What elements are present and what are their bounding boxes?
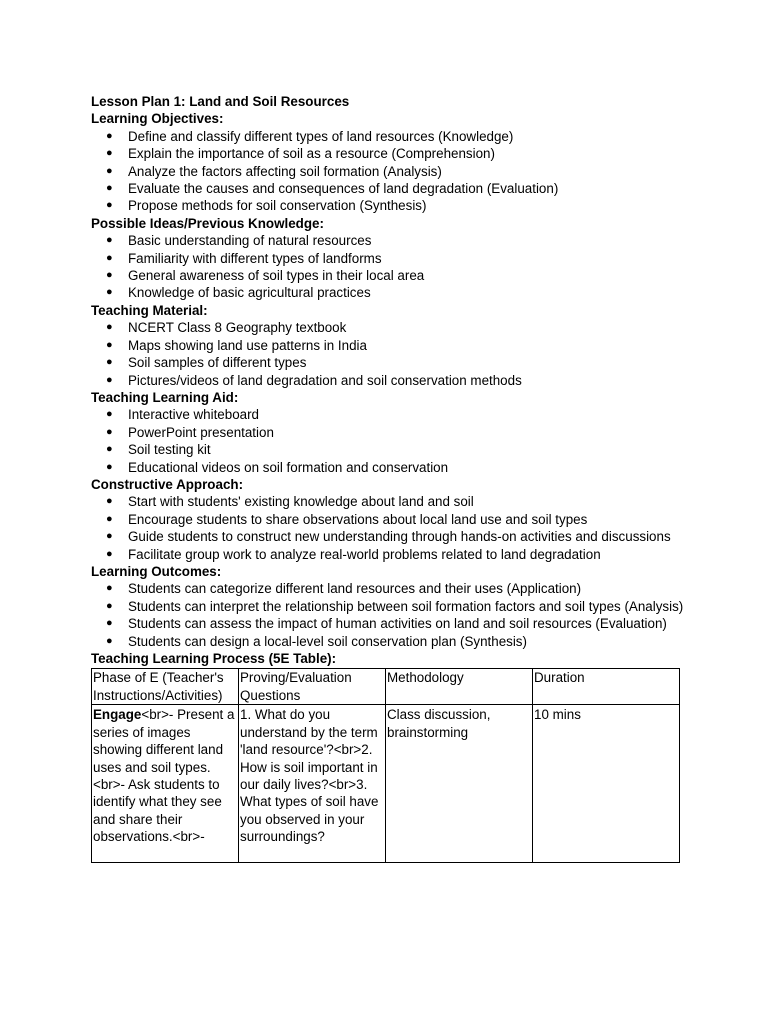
- list-item: ● Guide students to construct new understanding through hands-on activities and discussions: [106, 529, 671, 545]
- document-title: Lesson Plan 1: Land and Soil Resources: [91, 94, 350, 109]
- list-item: ● Basic understanding of natural resources: [106, 233, 372, 249]
- process-heading: Teaching Learning Process (5E Table):: [91, 651, 337, 666]
- list-item: ● NCERT Class 8 Geography textbook: [106, 320, 347, 336]
- ideas-heading: Possible Ideas/Previous Knowledge:: [91, 215, 324, 231]
- bullet-icon: ●: [106, 199, 113, 212]
- bullet-icon: ●: [106, 164, 113, 177]
- bullet-icon: ●: [106, 286, 113, 299]
- column-header: Methodology: [386, 669, 533, 705]
- list-item: ● Define and classify different types of land resources (Knowledge): [106, 128, 514, 144]
- bullet-icon: ●: [106, 530, 113, 543]
- phase-cell: [92, 705, 239, 863]
- approach-list: [91, 493, 691, 563]
- bullet-icon: ●: [106, 547, 113, 560]
- bullet-icon: ●: [106, 321, 113, 334]
- process-table: [91, 668, 680, 863]
- outcomes-heading: Learning Outcomes:: [91, 563, 222, 579]
- list-item: ● Soil testing kit: [106, 442, 211, 458]
- list-item: ● Evaluate the causes and consequences of land degradation (Evaluation): [106, 181, 559, 197]
- methodology-cell: Class discussion, brainstorming: [386, 705, 533, 863]
- bullet-icon: ●: [106, 617, 113, 630]
- list-item: ● Familiarity with different types of landforms: [106, 250, 382, 266]
- objectives-list: [91, 128, 691, 215]
- bullet-icon: ●: [106, 582, 113, 595]
- bullet-icon: ●: [106, 408, 113, 421]
- bullet-icon: ●: [106, 599, 113, 612]
- list-item: ● Students can categorize different land resources and their uses (Application): [106, 581, 582, 597]
- list-item: ● Students can interpret the relationship between soil formation factors and soil types (Analysis): [106, 598, 684, 614]
- bullet-icon: ●: [106, 460, 113, 473]
- column-header: Duration: [533, 669, 680, 705]
- lesson-plan-document: [91, 93, 691, 863]
- bullet-icon: ●: [106, 338, 113, 351]
- bullet-icon: ●: [106, 182, 113, 195]
- bullet-icon: ●: [106, 269, 113, 282]
- list-item: ● Students can design a local-level soil conservation plan (Synthesis): [106, 633, 527, 649]
- list-item: ● PowerPoint presentation: [106, 424, 274, 440]
- list-item: ● General awareness of soil types in their local area: [106, 268, 425, 284]
- material-heading: Teaching Material:: [91, 302, 208, 318]
- objectives-heading: Learning Objectives:: [91, 111, 224, 127]
- approach-heading: Constructive Approach:: [91, 476, 244, 492]
- aid-heading: Teaching Learning Aid:: [91, 389, 239, 405]
- list-item: ● Soil samples of different types: [106, 355, 307, 371]
- phase-name: Engage: [93, 707, 142, 723]
- list-item: ● Students can assess the impact of human activities on land and soil resources (Evaluation): [106, 616, 667, 632]
- questions-cell: 1. What do you understand by the term 'land resource'?<br>2. How is soil important in our daily lives?<br>3. What types of soil have you observed in your surroundings?: [239, 705, 386, 863]
- table-header-row: [92, 669, 680, 705]
- bullet-icon: ●: [106, 495, 113, 508]
- list-item: ● Interactive whiteboard: [106, 407, 260, 423]
- column-header: Phase of E (Teacher's Instructions/Activities): [92, 669, 239, 705]
- list-item: ● Analyze the factors affecting soil formation (Analysis): [106, 163, 442, 179]
- list-item: ● Explain the importance of soil as a resource (Comprehension): [106, 146, 495, 162]
- bullet-icon: ●: [106, 373, 113, 386]
- list-item: ● Knowledge of basic agricultural practices: [106, 285, 371, 301]
- list-item: ● Encourage students to share observations about local land use and soil types: [106, 511, 588, 527]
- bullet-icon: ●: [106, 251, 113, 264]
- bullet-icon: ●: [106, 425, 113, 438]
- list-item: ● Facilitate group work to analyze real-world problems related to land degradation: [106, 546, 601, 562]
- outcomes-list: [91, 580, 691, 650]
- table-row: [92, 705, 680, 863]
- bullet-icon: ●: [106, 147, 113, 160]
- bullet-icon: ●: [106, 443, 113, 456]
- list-item: ● Propose methods for soil conservation (Synthesis): [106, 198, 427, 214]
- bullet-icon: ●: [106, 356, 113, 369]
- duration-cell: 10 mins: [533, 705, 680, 863]
- bullet-icon: ●: [106, 634, 113, 647]
- aid-list: [91, 406, 691, 476]
- phase-instructions: <br>- Present a series of images showing different land uses and soil types.<br>- Ask students to identify what they see and share their observations.<br>-: [93, 707, 235, 845]
- bullet-icon: ●: [106, 512, 113, 525]
- list-item: ● Maps showing land use patterns in India: [106, 337, 367, 353]
- bullet-icon: ●: [106, 234, 113, 247]
- list-item: ● Start with students' existing knowledge about land and soil: [106, 494, 474, 510]
- material-list: [91, 319, 691, 389]
- list-item: ● Educational videos on soil formation and conservation: [106, 459, 449, 475]
- bullet-icon: ●: [106, 129, 113, 142]
- list-item: ● Pictures/videos of land degradation and soil conservation methods: [106, 372, 522, 388]
- ideas-list: [91, 232, 691, 302]
- column-header: Proving/Evaluation Questions: [239, 669, 386, 705]
